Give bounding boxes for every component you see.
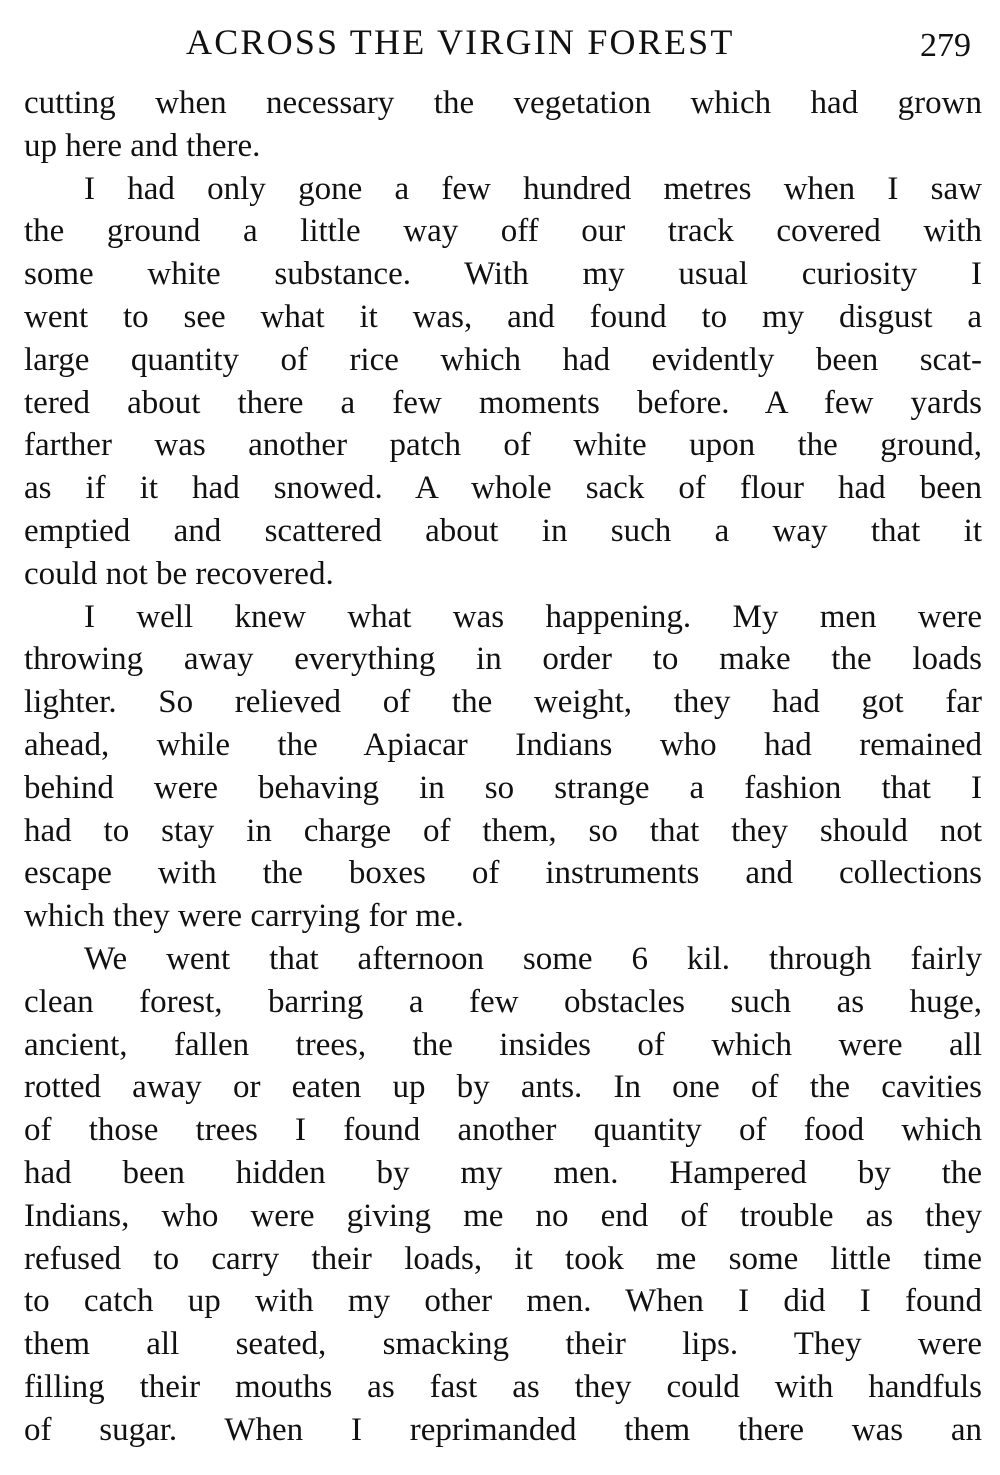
text-line: tered about there a few moments before. A few yards [24,384,982,421]
text-line: had to stay in charge of them, so that they should not [24,812,982,849]
text-line: could not be recovered. [24,555,334,592]
text-line: ahead, while the Apiacar Indians who had remained [24,726,982,763]
text-line: the ground a little way off our track covered with [24,213,982,250]
text-line: lighter. So relieved of the weight, they had got far [24,684,982,721]
paragraph-first-line: I had only gone a few hundred metres when I saw [84,170,982,207]
paragraph-first-line: We went that afternoon some 6 kil. through fairly [84,940,982,977]
text-line: up here and there. [24,127,261,164]
text-line: went to see what it was, and found to my disgust a [24,298,982,335]
page-number: 279 [920,27,971,64]
running-head [0,8,1000,78]
text-line: them all seated, smacking their lips. They were [24,1326,982,1363]
text-line: rotted away or eaten up by ants. In one of the cavities [24,1069,982,1106]
text-line: filling their mouths as fast as they could with handfuls [24,1368,982,1405]
text-line: of sugar. When I reprimanded them there was an [24,1411,982,1448]
text-line: of those trees I found another quantity of food which [24,1112,982,1149]
body-text [24,82,982,1452]
text-line: clean forest, barring a few obstacles such as huge, [24,983,982,1020]
text-line: ancient, fallen trees, the insides of which were all [24,1026,982,1063]
paragraph-first-line: I well knew what was happening. My men were [84,598,982,635]
text-line: escape with the boxes of instruments and collections [24,855,982,892]
text-line: which they were carrying for me. [24,898,464,935]
text-line: farther was another patch of white upon the ground, [24,427,982,464]
text-line: to catch up with my other men. When I did I found [24,1283,982,1320]
text-line: throwing away everything in order to make the loads [24,641,982,678]
text-line: emptied and scattered about in such a way that it [24,512,982,549]
text-line: refused to carry their loads, it took me some little time [24,1240,982,1277]
text-line: Indians, who were giving me no end of trouble as they [24,1197,982,1234]
text-line: had been hidden by my men. Hampered by the [24,1154,982,1191]
text-line: behind were behaving in so strange a fashion that I [24,769,982,806]
text-line: cutting when necessary the vegetation which had grown [24,85,982,121]
text-line: large quantity of rice which had evidently been scat- [24,341,982,378]
text-line: as if it had snowed. A whole sack of flour had been [24,470,982,507]
running-title: ACROSS THE VIRGIN FOREST [186,22,735,62]
text-line: some white substance. With my usual curiosity I [24,256,982,293]
